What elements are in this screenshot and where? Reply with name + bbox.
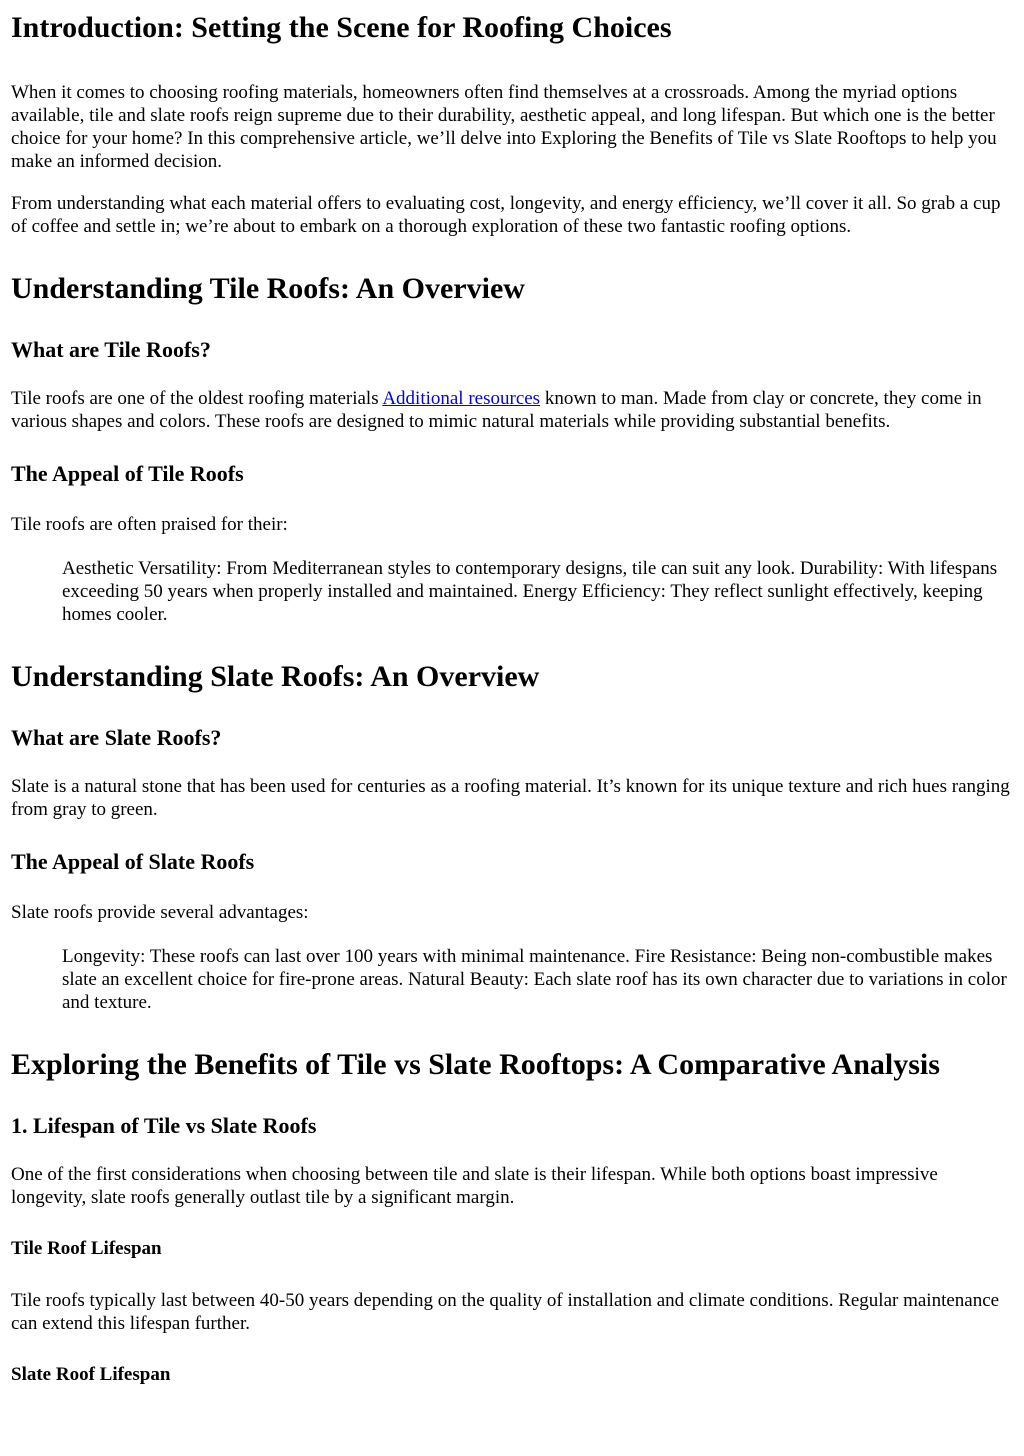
tile-what-heading: What are Tile Roofs?	[11, 337, 211, 362]
article	[0, 10, 1024, 1386]
tile-overview-heading: Understanding Tile Roofs: An Overview	[11, 272, 525, 305]
slate-benefits-list: Longevity: These roofs can last over 100 years with minimal maintenance. Fire Resistance: Being non-combustible makes slate an excellent choice for fire-prone areas. Natural Beauty: Each slate roof has its own character due to variations in color and texture.	[62, 946, 1007, 1013]
comparative-analysis-heading: Exploring the Benefits of Tile vs Slate Rooftops: A Comparative Analysis	[11, 1048, 940, 1081]
intro-paragraph-1: When it comes to choosing roofing materials, homeowners often find themselves at a crossroads. Among the myriad options available, tile and slate roofs reign supreme due to their durability, aesthetic appeal, and long lifespan. But which one is the better choice for your home? In this comprehensive article, we’ll delve into Exploring the Benefits of Tile vs Slate Rooftops to help you make an informed decision.	[11, 82, 997, 172]
tile-appeal-heading: The Appeal of Tile Roofs	[11, 461, 244, 486]
slate-what-heading: What are Slate Roofs?	[11, 725, 222, 750]
lifespan-paragraph: One of the first considerations when choosing between tile and slate is their lifespan. While both options boast impressive longevity, slate roofs generally outlast tile by a significant margin.	[11, 1164, 938, 1208]
tile-what-text-after: known to man. Made from clay or concrete, they come in various shapes and colors. These roofs are designed to mimic natural materials while providing substantial benefits.	[11, 388, 982, 432]
tile-appeal-intro: Tile roofs are often praised for their:	[11, 514, 288, 535]
slate-what-paragraph: Slate is a natural stone that has been used for centuries as a roofing material. It’s known for its unique texture and rich hues ranging from gray to green.	[11, 776, 1010, 820]
tile-what-text-before: Tile roofs are one of the oldest roofing materials	[11, 388, 383, 409]
slate-appeal-heading: The Appeal of Slate Roofs	[11, 849, 255, 874]
slate-overview-heading: Understanding Slate Roofs: An Overview	[11, 660, 540, 693]
tile-benefits-list: Aesthetic Versatility: From Mediterranean styles to contemporary designs, tile can suit any look. Durability: With lifespans exceeding 50 years when properly installed and maintained. Energy Efficiency: They reflect sunlight effectively, keeping homes cooler.	[62, 558, 998, 625]
intro-paragraph-2: From understanding what each material offers to evaluating cost, longevity, and energy efficiency, we’ll cover it all. So grab a cup of coffee and settle in; we’re about to embark on a thorough exploration of these two fantastic roofing options.	[11, 193, 1001, 237]
slate-appeal-intro: Slate roofs provide several advantages:	[11, 902, 309, 923]
slate-lifespan-heading: Slate Roof Lifespan	[11, 1364, 171, 1385]
tile-lifespan-heading: Tile Roof Lifespan	[11, 1238, 162, 1259]
additional-resources-link[interactable]: Additional resources	[382, 388, 541, 409]
intro-heading: Introduction: Setting the Scene for Roofing Choices	[11, 11, 672, 44]
tile-what-paragraph	[11, 387, 1013, 433]
lifespan-heading: 1. Lifespan of Tile vs Slate Roofs	[11, 1113, 317, 1138]
tile-lifespan-paragraph: Tile roofs typically last between 40-50 years depending on the quality of installation and climate conditions. Regular maintenance can extend this lifespan further.	[11, 1290, 1000, 1334]
